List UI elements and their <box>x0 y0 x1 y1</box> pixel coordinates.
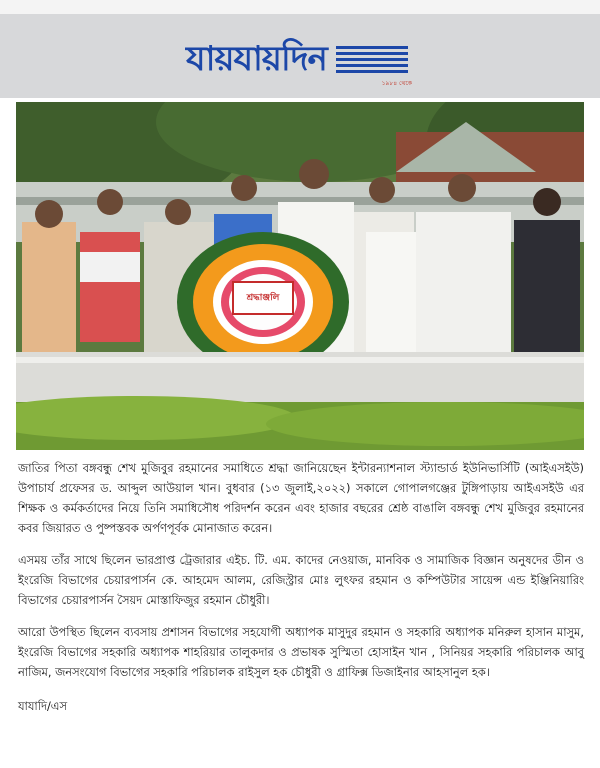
article-signature: যাযাদি/এস <box>18 699 68 713</box>
article-paragraph: আরো উপস্থিত ছিলেন ব্যবসায় প্রশাসন বিভাগের সহযোগী অধ্যাপক মাসুদুর রহমান ও সহকারি অধ্যাপক মনিরুল হাসান মাসুম, ইংরেজি বিভাগের সহকারি অধ্যাপক শাহরিয়ার তালুকদার ও প্রভাষক সুস্মিতা হোসাইন খান , সিনিয়র সহকারি পরিচালক আবু নাজিম, জনসংযোগ বিভাগের সহকারি পরিচালক রাইসুল হক চৌধুরী ও গ্রাফিক্স ডিজাইনার আহসানুল হক। <box>18 625 584 679</box>
site-logo-link[interactable] <box>186 38 412 90</box>
site-logo-text: যায়যায়দিন <box>186 39 327 79</box>
article-body <box>18 458 584 728</box>
article-paragraph: এসময় তাঁর সাথে ছিলেন ভারপ্রাপ্ত ট্রেজারার এইচ. টি. এম. কাদের নেওয়াজ, মানবিক ও সামাজিক বিজ্ঞান অনুষদের ডীন ও ইংরেজি বিভাগের চেয়ারপার্সন কে. আহমেদ আলম, রেজিস্ট্রার মোঃ লুৎফর রহমান ও কম্পিউটার সায়েন্স এন্ড ইঞ্জিনিয়ারিং বিভাগের চেয়ারপার্সন সৈয়দ মোস্তাফিজুর রহমান চৌধুরী। <box>18 553 584 607</box>
wreath-label: শ্রদ্ধাঞ্জলি <box>246 293 280 303</box>
article-photo <box>16 102 584 450</box>
masthead <box>0 14 600 98</box>
photo-illustration <box>16 102 584 450</box>
article-paragraph: জাতির পিতা বঙ্গবন্ধু শেখ মুজিবুর রহমানের সমাধিতে শ্রদ্ধা জানিয়েছেন ইন্টারন্যাশনাল স্ট্যান্ডার্ড ইউনিভার্সিটি (আইএসইউ) উপাচার্য প্রফেসর ড. আব্দুল আউয়াল খান। বুধবার (১৩ জুলাই,২০২২) সকালে গোপালগঞ্জের টুঙ্গিপাড়ায় আইএসইউ এর শিক্ষক ও কর্মকর্তাদের নিয়ে তিনি সমাধিসৌধ পরিদর্শন করেন এবং হাজার বছরের শ্রেষ্ঠ বাঙালি বঙ্গবন্ধু শেখ মুজিবুর রহমানের কবর জিয়ারত ও পুষ্পস্তবক অর্পণপূর্বক মোনাজাত করেন। <box>18 461 584 535</box>
top-strip <box>0 0 600 14</box>
logo-stripes-icon <box>336 46 408 76</box>
logo-tagline: ১৯৮৪ থেকে <box>381 80 412 87</box>
